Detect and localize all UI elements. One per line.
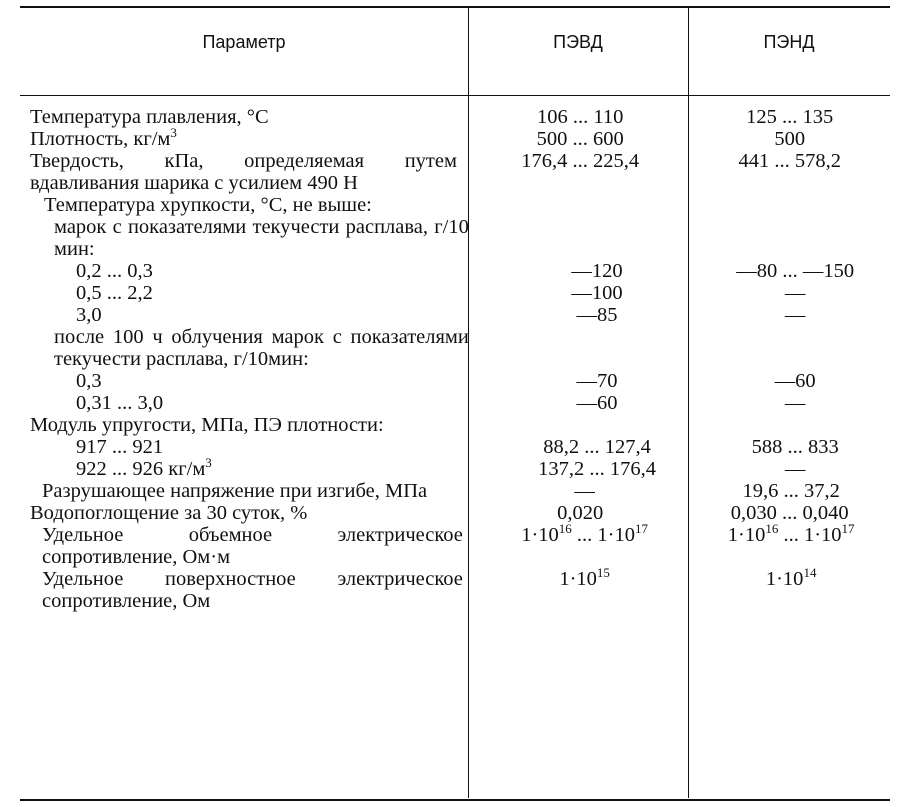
table-row <box>20 370 890 392</box>
table-row <box>20 436 890 458</box>
row-pevd: —85 <box>576 304 618 326</box>
row-pevd: —60 <box>576 392 618 414</box>
row-param: Разрушающее напряжение при изгибе, МПа <box>42 480 428 502</box>
table-row <box>20 106 890 128</box>
row-param: Температура плавления, °С <box>30 106 269 128</box>
table-row <box>20 216 890 260</box>
row-param: 0,3 <box>76 370 102 392</box>
row-pend: 19,6 ... 37,2 <box>742 480 840 502</box>
row-pevd: —100 <box>571 282 623 304</box>
row-pend: 588 ... 833 <box>751 436 839 458</box>
row-param: 0,2 ... 0,3 <box>76 260 153 282</box>
table-top-rule <box>20 6 890 8</box>
row-pevd: —70 <box>576 370 618 392</box>
header-pend: ПЭНД <box>763 32 815 52</box>
row-pend: —60 <box>774 370 816 392</box>
table-row <box>20 304 890 326</box>
row-param: марок с показателями текучести расплава, г/10 мин: <box>54 216 469 260</box>
table-body <box>20 106 890 612</box>
row-pend: $1\cdot 10^{16}$ ... $1\cdot 10^{17}$ <box>727 521 855 546</box>
table-row <box>20 502 890 524</box>
row-pend: — <box>784 458 806 480</box>
row-pevd: 88,2 ... 127,4 <box>543 436 651 458</box>
row-param: 922 ... 926 $кг/м^3$ <box>76 455 212 480</box>
table-row <box>20 125 890 150</box>
row-pend: — <box>784 282 806 304</box>
table-row <box>20 282 890 304</box>
header-pevd: ПЭВД <box>553 32 603 52</box>
table-row <box>20 392 890 414</box>
table-row <box>20 480 890 502</box>
row-param: 917 ... 921 <box>76 436 164 458</box>
row-pend: $1\cdot 10^{14}$ <box>765 565 817 590</box>
row-pevd: — <box>574 480 595 502</box>
header-param: Параметр <box>202 32 286 52</box>
row-pevd: 500 ... 600 <box>536 128 624 150</box>
row-pend: 125 ... 135 <box>746 106 834 128</box>
row-param: Температура хрупкости, °С, не выше: <box>44 194 372 216</box>
table-bottom-rule <box>20 799 890 801</box>
table-header-rule <box>20 95 890 96</box>
row-pevd: $1\cdot 10^{15}$ <box>559 565 610 590</box>
row-pevd: 137,2 ... 176,4 <box>538 458 656 480</box>
row-pend: — <box>784 392 806 414</box>
row-pevd: 0,020 <box>557 502 604 524</box>
row-pend: 0,030 ... 0,040 <box>730 502 849 524</box>
table-row <box>20 521 890 568</box>
table-row <box>20 326 890 370</box>
row-pend: — <box>784 304 806 326</box>
table-row <box>20 150 890 194</box>
row-param: 3,0 <box>76 304 102 326</box>
row-pevd: 176,4 ... 225,4 <box>521 150 640 172</box>
table-row <box>20 194 890 216</box>
row-pend: —80 ... —150 <box>736 260 855 282</box>
row-param: 0,5 ... 2,2 <box>76 282 153 304</box>
row-param: Удельное поверхностное электрическое сопротивление, Ом <box>42 568 463 612</box>
row-pevd: $1\cdot 10^{16}$ ... $1\cdot 10^{17}$ <box>521 521 648 546</box>
table-row <box>20 565 890 612</box>
table-row <box>20 260 890 282</box>
row-pend: 500 <box>774 128 806 150</box>
row-param: Твердость, кПа, определяемая путем вдавливания шарика с усилием 490 Н <box>30 150 457 194</box>
properties-table <box>20 0 890 807</box>
row-pend: 441 ... 578,2 <box>738 150 841 172</box>
row-param: Модуль упругости, МПа, ПЭ плотности: <box>30 414 384 436</box>
row-param: Плотность, $кг/м^3$ <box>30 125 177 150</box>
table-row <box>20 455 890 480</box>
table-row <box>20 414 890 436</box>
row-pevd: 106 ... 110 <box>537 106 624 128</box>
row-param: 0,31 ... 3,0 <box>76 392 164 414</box>
row-param: Водопоглощение за 30 суток, % <box>30 502 308 524</box>
row-param: после 100 ч облучения марок с показателями текучести расплава, г/10мин: <box>54 326 469 370</box>
row-param: Удельное объемное электрическое сопротивление, Ом·м <box>42 524 463 568</box>
row-pevd: —120 <box>571 260 623 282</box>
